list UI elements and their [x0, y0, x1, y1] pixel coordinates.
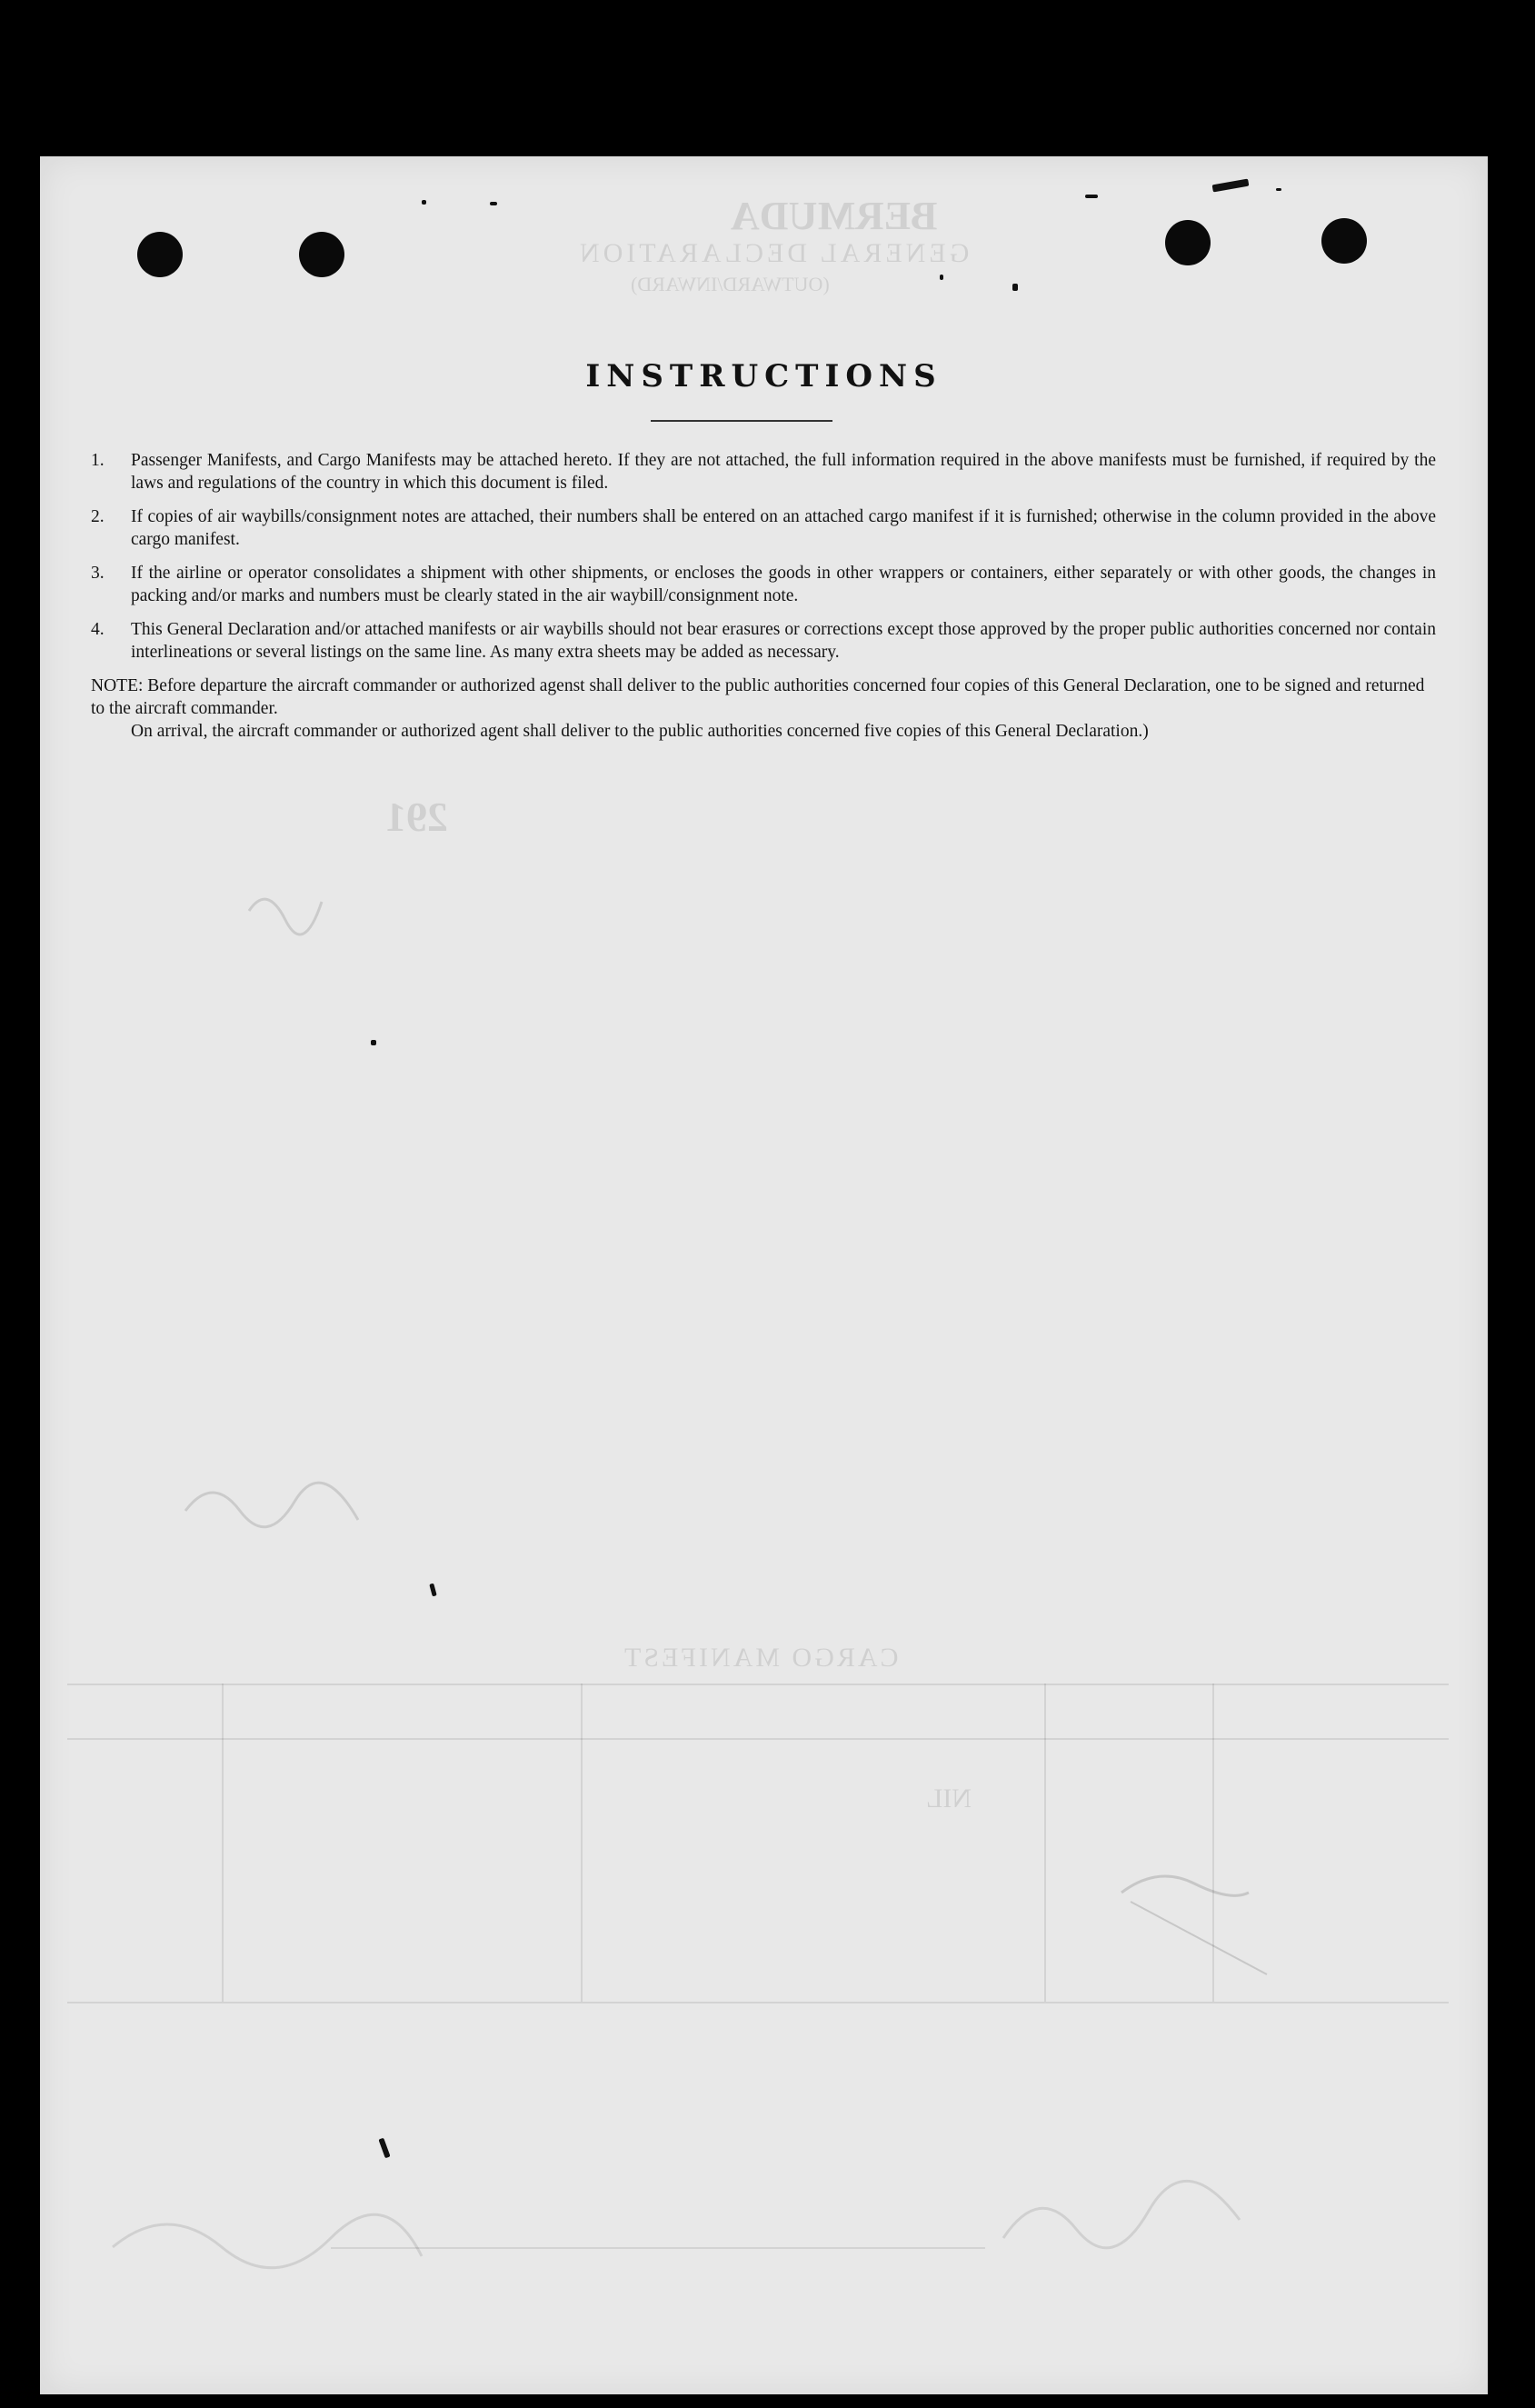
- document-page: [40, 156, 1488, 2394]
- page-title: INSTRUCTIONS: [585, 358, 942, 395]
- ink-speck: [422, 200, 426, 205]
- ink-speck: [378, 2138, 390, 2159]
- bleed-stamp-number: 291: [385, 794, 448, 840]
- bleed-table-rule: [67, 1738, 1449, 1740]
- punch-hole-4: [1321, 218, 1367, 264]
- punch-hole-2: [299, 232, 344, 277]
- instruction-number: 2.: [91, 507, 105, 526]
- title-underline: [651, 420, 832, 422]
- ink-speck: [429, 1584, 436, 1597]
- bleed-subheading: GENERAL DECLARATION: [576, 238, 970, 268]
- bleed-nil: NIL: [926, 1784, 972, 1813]
- instructions-list: [91, 449, 1436, 743]
- ink-speck: [1276, 188, 1281, 191]
- ink-speck: [1085, 195, 1098, 198]
- instruction-number: 1.: [91, 451, 105, 470]
- punch-hole-1: [137, 232, 183, 277]
- instruction-text: If copies of air waybills/consignment notes are attached, their numbers shall be entered on an attached cargo manifest if it is furnished; otherwise in the column provided in the above cargo manifest.: [131, 507, 1436, 549]
- bleed-table-rule: [67, 2002, 1449, 2003]
- note-first-text: Before departure the aircraft commander or authorized agenst shall deliver to the public authorities concerned four copies of this General Declaration, one to be signed and returned to the aircraft commander.: [91, 676, 1425, 718]
- instruction-text: This General Declaration and/or attached manifests or air waybills should not bear erasures or corrections except those approved by the proper public authorities concerned nor contain interlineations or several listings on the same line. As many extra sheets may be added as necessary.: [131, 620, 1436, 662]
- instruction-number: 4.: [91, 620, 105, 639]
- instruction-item: [91, 618, 1436, 664]
- note-first-paragraph: [91, 674, 1436, 720]
- bleed-table-column: [581, 1684, 583, 2002]
- note-block: [91, 674, 1436, 743]
- note-label: NOTE:: [91, 676, 144, 695]
- instruction-item: [91, 449, 1436, 495]
- bleed-cargo-heading: CARGO MANIFEST: [622, 1643, 899, 1673]
- instruction-item: [91, 505, 1436, 551]
- bleed-sign-line: [331, 2247, 985, 2249]
- bleed-table-column: [1044, 1684, 1046, 2002]
- ink-speck: [371, 1040, 376, 1045]
- note-second-paragraph: On arrival, the aircraft commander or authorized agent shall deliver to the public authorities concerned five copies of this General Declaration.): [131, 722, 1149, 741]
- ink-speck: [490, 202, 497, 205]
- instruction-number: 3.: [91, 564, 105, 583]
- instruction-item: [91, 562, 1436, 607]
- bleed-subheading2: (OUTWARD/INWARD): [631, 273, 830, 295]
- punch-hole-3: [1165, 220, 1211, 265]
- bleed-table-column: [222, 1684, 224, 2002]
- instruction-text: If the airline or operator consolidates a shipment with other shipments, or encloses the goods in other wrappers or containers, either separately or with other goods, the changes in packing and/or marks and numbers must be clearly stated in the air waybill/consignment note.: [131, 564, 1436, 605]
- bleed-heading: BERMUDA: [731, 194, 938, 238]
- ink-speck: [1212, 179, 1250, 193]
- instruction-text: Passenger Manifests, and Cargo Manifests may be attached hereto. If they are not attached, the full information required in the above manifests must be furnished, if required by the laws and regulations of the country in which this document is filed.: [131, 451, 1436, 493]
- ink-speck: [1012, 284, 1018, 291]
- ink-speck: [940, 275, 943, 280]
- bleed-table-rule: [67, 1684, 1449, 1685]
- bleed-table-column: [1212, 1684, 1214, 2002]
